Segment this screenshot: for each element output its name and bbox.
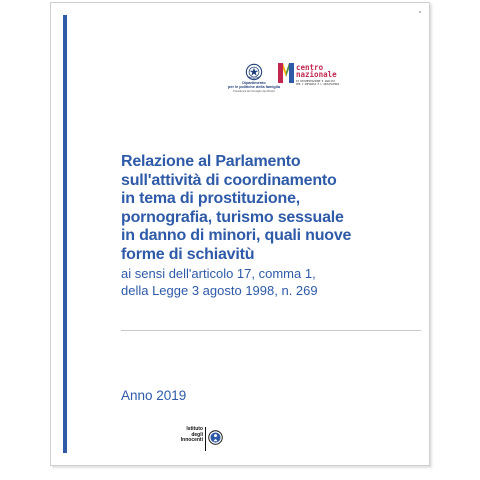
innocenti-medallion-icon <box>208 430 223 445</box>
corner-mark <box>419 11 421 13</box>
title-line: in danno di minori, quali nuove <box>121 227 352 245</box>
report-title <box>121 153 421 299</box>
title-line: in tema di prostituzione, <box>121 190 301 208</box>
title-line: pornografia, turismo sessuale <box>121 208 344 226</box>
istituto-divider <box>205 427 206 451</box>
accent-bar <box>63 15 67 453</box>
title-line: Relazione al Parlamento <box>121 153 301 170</box>
dipartimento-subtitle: Presidenza del Consiglio dei Ministri <box>233 89 275 93</box>
report-year: Anno 2019 <box>121 388 187 403</box>
subtitle-line: ai sensi dell'articolo 17, comma 1, <box>121 265 316 281</box>
istituto-word-2: degli <box>191 431 203 438</box>
dipartimento-name-2: per le politiche della famiglia <box>228 85 280 90</box>
centro-subtitle-1: DI DOCUMENTAZIONE E ANALISI <box>296 80 335 83</box>
cover-page <box>50 2 430 466</box>
istituto-name <box>181 427 203 444</box>
italian-republic-emblem-icon <box>245 63 263 81</box>
centro-word-2: nazionale <box>296 70 337 79</box>
subtitle-line: della Legge 3 agosto 1998, n. 269 <box>121 282 318 298</box>
centro-subtitle-2: PER L'INFANZIA E L'ADOLESCENZA <box>296 83 340 86</box>
centro-nazionale-logo <box>278 63 370 87</box>
istituto-word-1: Istituto <box>186 426 203 432</box>
dipartimento-name-1: Dipartimento <box>242 81 266 85</box>
centro-nazionale-mark-icon <box>278 63 294 83</box>
title-line: forme di schiavitù <box>121 245 255 263</box>
istituto-word-3: Innocenti <box>180 437 203 444</box>
title-line: sull'attività di coordinamento <box>121 171 337 189</box>
centro-word-1: centro <box>296 63 324 72</box>
istituto-innocenti-logo <box>153 427 223 455</box>
title-divider <box>121 330 421 331</box>
